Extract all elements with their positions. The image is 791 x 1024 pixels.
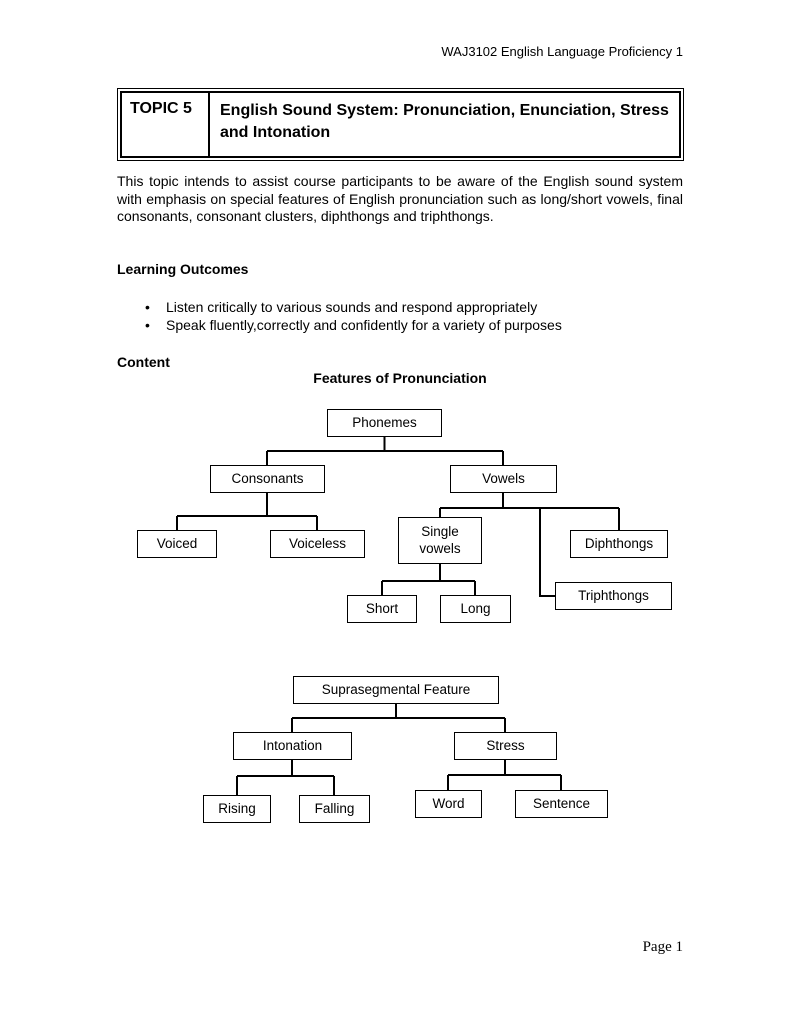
node-vowels: Vowels [450, 465, 557, 493]
learning-outcomes-list [117, 298, 683, 334]
topic-number-cell: TOPIC 5 [122, 93, 210, 156]
node-word: Word [415, 790, 482, 818]
node-single-vowels: Single vowels [398, 517, 482, 564]
node-consonants: Consonants [210, 465, 325, 493]
node-short: Short [347, 595, 417, 623]
node-phonemes: Phonemes [327, 409, 442, 437]
topic-title-cell: English Sound System: Pronunciation, Enunciation, Stress and Intonation [220, 102, 669, 142]
learning-outcome-item: • Speak fluently,correctly and confidently for a variety of purposes [117, 316, 683, 334]
topic-table-row [120, 91, 681, 158]
node-diphthongs: Diphthongs [570, 530, 668, 558]
node-stress: Stress [454, 732, 557, 760]
node-rising: Rising [203, 795, 271, 823]
node-intonation: Intonation [233, 732, 352, 760]
intro-paragraph: This topic intends to assist course participants to be aware of the English sound system with emphasis on special features of English pronunciation such as long/short vowels, final consonants, consonant clusters, diphthongs and triphthongs. [117, 173, 683, 224]
learning-outcome-item: • Listen critically to various sounds and respond appropriately [117, 298, 683, 316]
content-heading: Content [117, 354, 170, 370]
node-sentence: Sentence [515, 790, 608, 818]
suprasegmental-diagram [0, 668, 791, 828]
page-footer: Page 1 [642, 939, 683, 955]
page-header-text: WAJ3102 English Language Proficiency 1 [441, 44, 683, 59]
diagram-title: Features of Pronunciation [313, 370, 487, 386]
learning-outcomes-heading: Learning Outcomes [117, 261, 249, 277]
node-voiced: Voiced [137, 530, 217, 558]
node-falling: Falling [299, 795, 370, 823]
node-voiceless: Voiceless [270, 530, 365, 558]
topic-table [117, 88, 684, 161]
node-long: Long [440, 595, 511, 623]
node-suprasegmental-feature: Suprasegmental Feature [293, 676, 499, 704]
node-triphthongs: Triphthongs [555, 582, 672, 610]
pronunciation-diagram [0, 400, 791, 640]
